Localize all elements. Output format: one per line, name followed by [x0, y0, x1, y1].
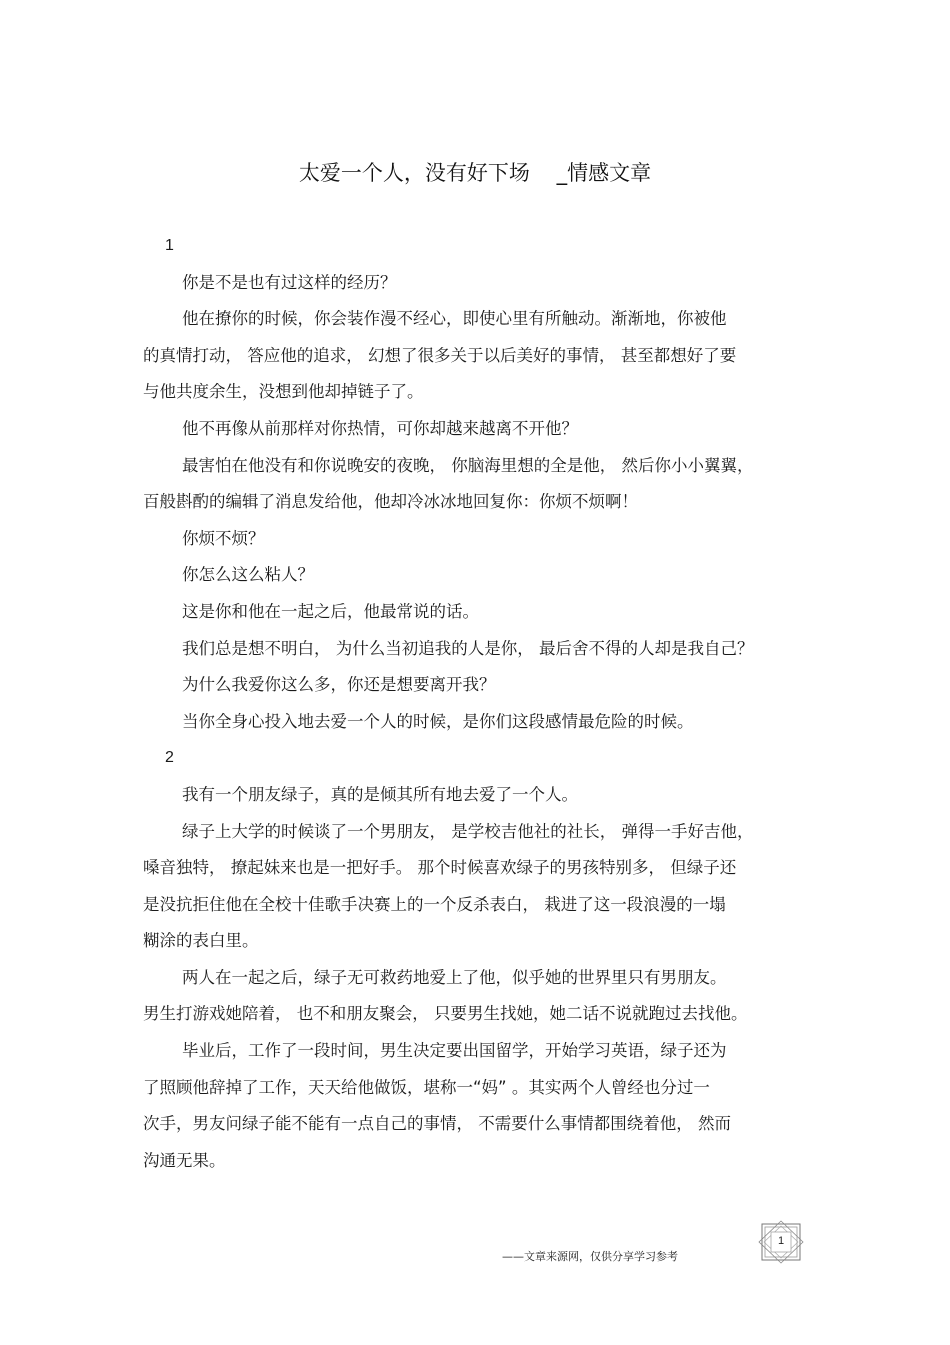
paragraph-line: 了照顾他辞掉了工作，天天给他做饭，堪称一“妈” 。其实两个人曾经也分过一 [143, 1077, 710, 1097]
paragraph [143, 265, 808, 302]
paragraph [143, 704, 808, 741]
paragraph-line: 我有一个朋友绿子，真的是倾其所有地去爱了一个人。 [182, 784, 578, 804]
paragraph [143, 960, 808, 1033]
article-body [143, 228, 808, 1179]
source-note: ——文章来源网，仅供分享学习参考 [502, 1250, 678, 1263]
paragraph-line: 他在撩你的时候，你会装作漫不经心，即使心里有所触动。渐渐地，你被他 [182, 309, 727, 329]
page-number-badge [757, 1220, 805, 1264]
paragraph-line: 毕业后，工作了一段时间，男生决定要出国留学，开始学习英语，绿子还为 [182, 1041, 727, 1061]
paragraph-line: 你烦不烦？ [182, 528, 265, 548]
paragraph [143, 557, 808, 594]
paragraph-line: 是没抗拒住他在全校十佳歌手决赛上的一个反杀表白， 栽进了这一段浪漫的一塌 [143, 894, 726, 914]
paragraph [143, 411, 808, 448]
paragraph-line: 绿子上大学的时候谈了一个男朋友， 是学校吉他社的社长， 弹得一手好吉他， [182, 821, 754, 841]
paragraph [143, 667, 808, 704]
paragraph [143, 1033, 808, 1179]
paragraph-line: 你怎么这么粘人？ [182, 565, 314, 585]
page-number: 1 [777, 1235, 785, 1247]
section-number: 1 [165, 237, 174, 254]
paragraph-line: 百般斟酌的编辑了消息发给他，他却冷冰冰地回复你：你烦不烦啊！ [143, 492, 638, 512]
paragraph-line: 男生打游戏她陪着， 也不和朋友聚会， 只要男生找她，她二话不说就跑过去找他。 [143, 1004, 748, 1024]
paragraph-line: 与他共度余生，没想到他却掉链子了。 [143, 382, 424, 402]
paragraph [143, 301, 808, 411]
paragraph-line: 的真情打动， 答应他的追求， 幻想了很多关于以后美好的事情， 甚至都想好了要 [143, 345, 737, 365]
paragraph [143, 521, 808, 558]
paragraph-line: 他不再像从前那样对你热情，可你却越来越离不开他？ [182, 418, 578, 438]
paragraph [143, 448, 808, 521]
paragraph [143, 594, 808, 631]
paragraph-line: 嗓音独特， 撩起妹来也是一把好手。 那个时候喜欢绿子的男孩特别多， 但绿子还 [143, 858, 737, 878]
paragraph-line: 沟通无果。 [143, 1150, 226, 1170]
paragraph [143, 631, 808, 668]
paragraph-line: 当你全身心投入地去爱一个人的时候，是你们这段感情最危险的时候。 [182, 711, 694, 731]
paragraph [143, 814, 808, 960]
paragraph-line: 你是不是也有过这样的经历？ [182, 272, 397, 292]
paragraph-line: 次手，男友问绿子能不能有一点自己的事情， 不需要什么事情都围绕着他， 然而 [143, 1114, 731, 1134]
paragraph-line: 这是你和他在一起之后，他最常说的话。 [182, 601, 479, 621]
paragraph-line: 糊涂的表白里。 [143, 931, 259, 951]
paragraph [143, 777, 808, 814]
paragraph-line: 为什么我爱你这么多，你还是想要离开我？ [182, 675, 496, 695]
paragraph-line: 最害怕在他没有和你说晚安的夜晚， 你脑海里想的全是他， 然后你小小翼翼， [182, 455, 754, 475]
document-title: 太爱一个人，没有好下场 _情感文章 [298, 161, 652, 185]
paragraph-line: 两人在一起之后，绿子无可救药地爱上了他，似乎她的世界里只有男朋友。 [182, 967, 727, 987]
paragraph-line: 我们总是想不明白， 为什么当初追我的人是你， 最后舍不得的人却是我自己？ [182, 638, 754, 658]
section-number: 2 [165, 749, 174, 767]
